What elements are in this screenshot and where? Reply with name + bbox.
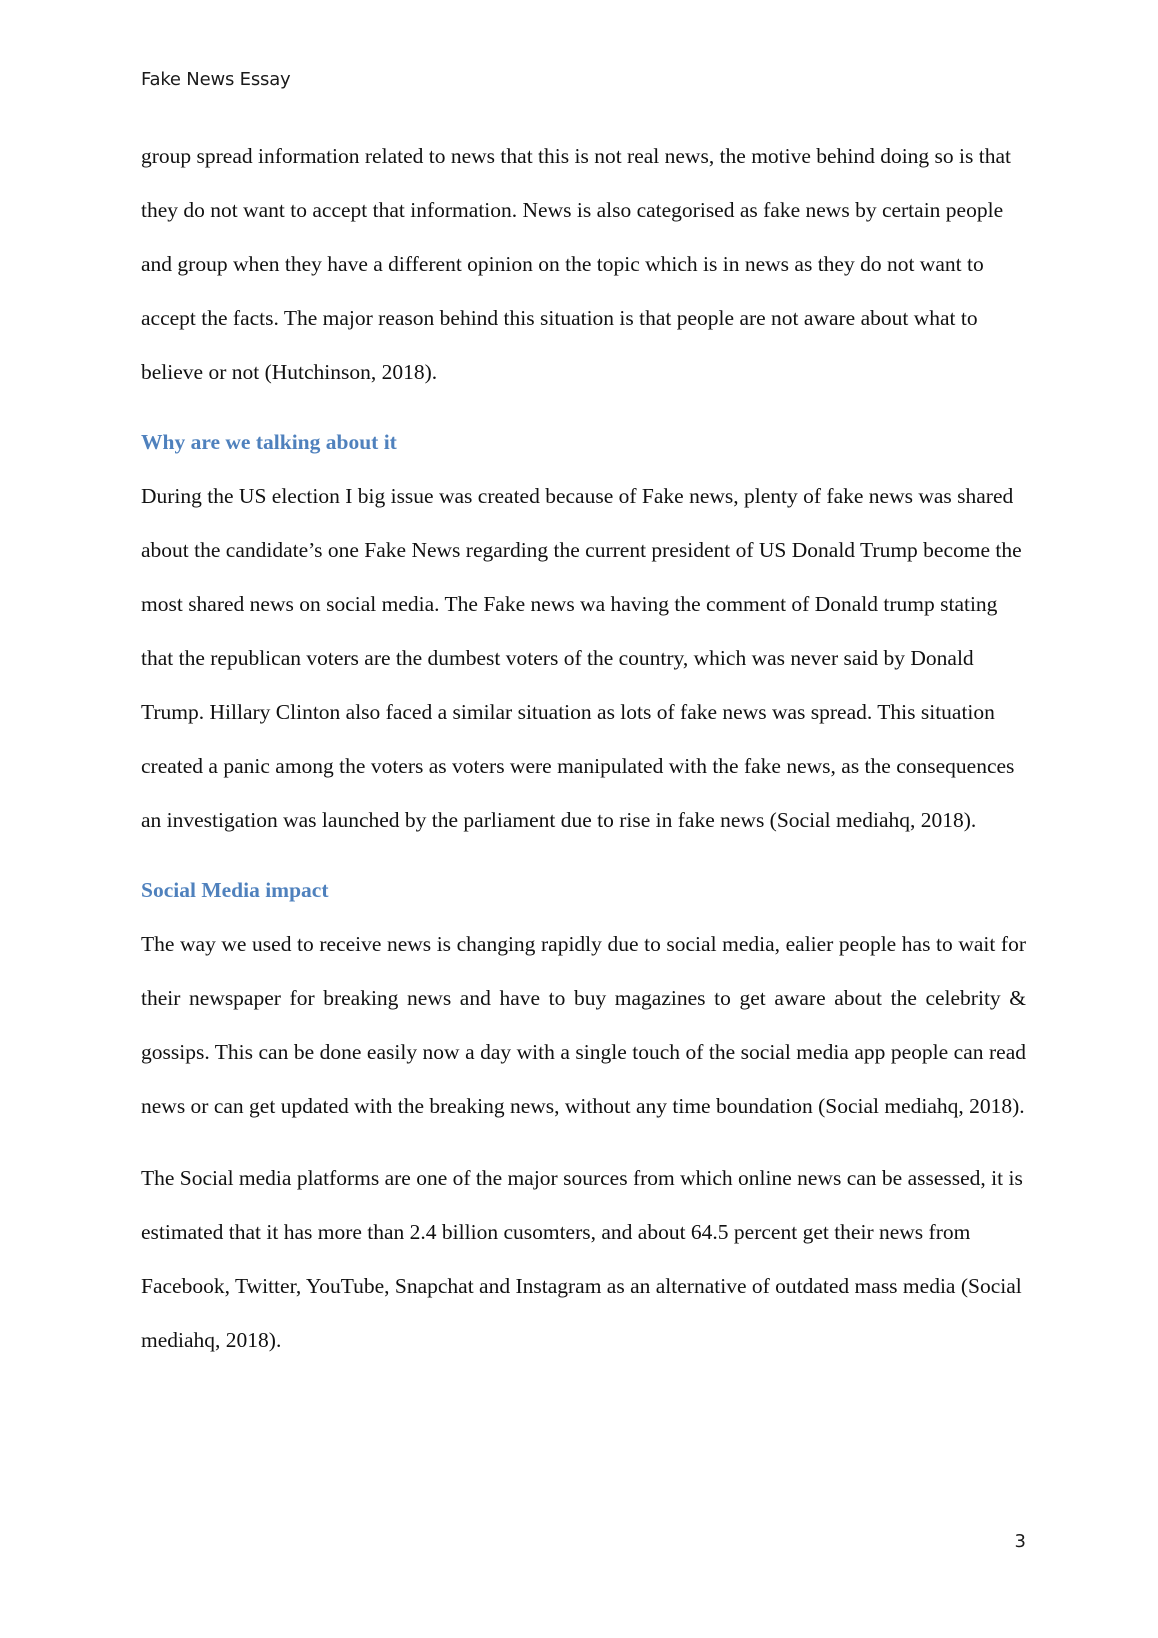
why-paragraph: During the US election I big issue was created because of Fake news, plenty of fake news was shared about the candidate’s one Fake News regarding the current president of US Donald Trump become the most shared news on social media. The Fake news wa having the comment of Donald trump stating that the republican voters are the dumbest voters of the country, which was never said by Donald Trump. Hillary Clinton also faced a similar situation as lots of fake news was spread. This situation created a panic among the voters as voters were manipulated with the fake news, as the consequences an investigation was launched by the parliament due to rise in fake news (Social mediahq, 2018).	[141, 484, 1022, 832]
intro-paragraph: group spread information related to news that this is not real news, the motive behind doing so is that they do not want to accept that information. News is also categorised as fake news by certain people and group when they have a different opinion on the topic which is in news as they do not want to accept the facts. The major reason behind this situation is that people are not aware about what to believe or not (Hutchinson, 2018).	[141, 144, 1011, 384]
section-heading-social-media: Social Media impact	[141, 878, 329, 902]
social-media-paragraph-1: The way we used to receive news is changing rapidly due to social media, ealier people has to wait for their newspaper for breaking news and have to buy magazines to get aware about the celebrity & gossips. This can be done easily now a day with a single touch of the social media app people can read news or can get updated with the breaking news, without any time boundation (Social mediahq, 2018).	[141, 932, 1026, 1118]
page-number: 3	[1014, 1531, 1026, 1552]
section-heading-why: Why are we talking about it	[141, 430, 397, 454]
social-media-paragraph-2: The Social media platforms are one of the major sources from which online news can be assessed, it is estimated that it has more than 2.4 billion cusomters, and about 64.5 percent get their news from Facebook, Twitter, YouTube, Snapchat and Instagram as an alternative of outdated mass media (Social mediahq, 2018).	[141, 1166, 1023, 1352]
page-content	[141, 129, 1026, 1367]
page-header: Fake News Essay	[141, 69, 291, 90]
